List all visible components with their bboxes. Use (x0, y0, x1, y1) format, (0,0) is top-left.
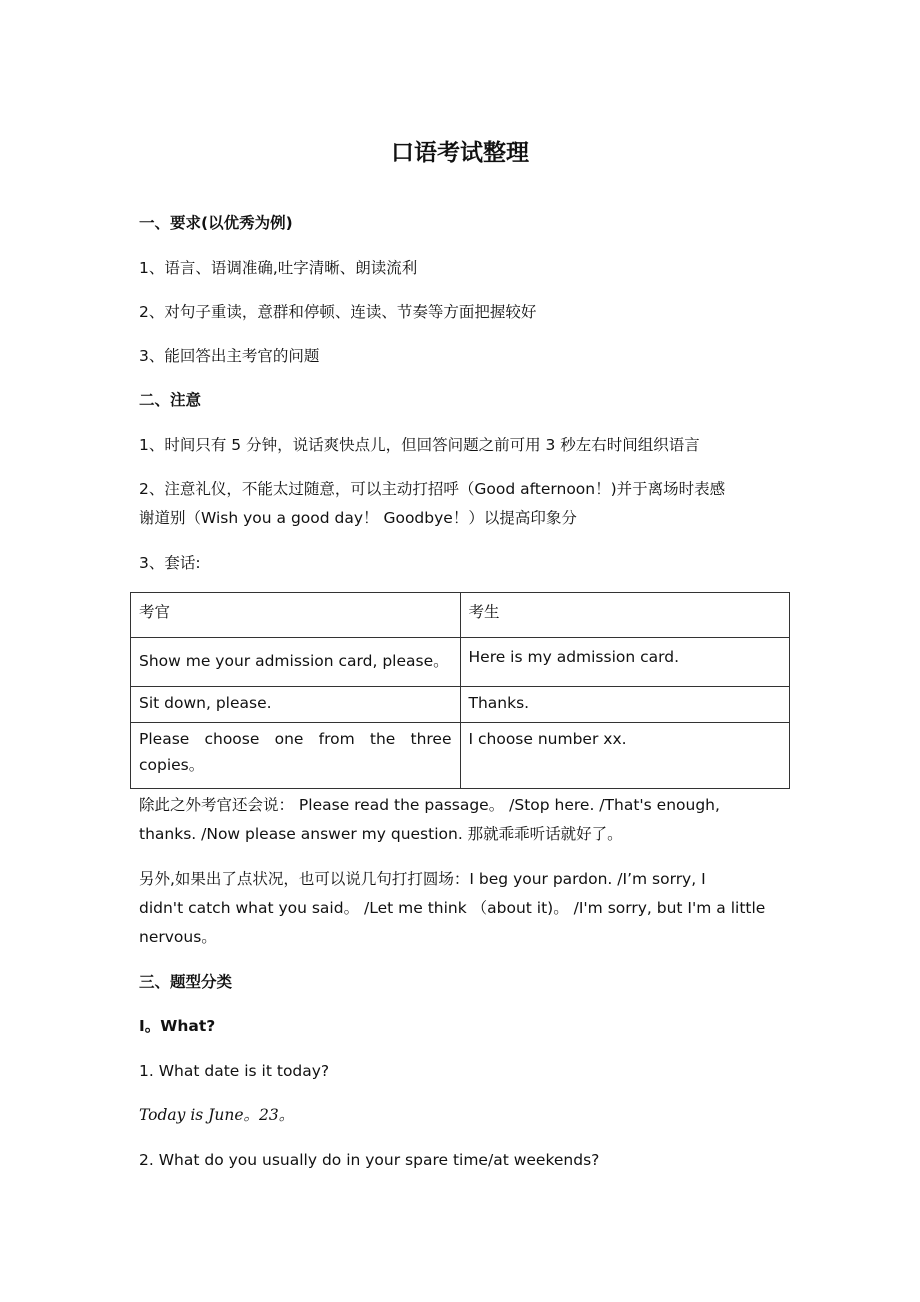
answer: Today is June。23。 (139, 1106, 295, 1124)
paragraph-line: 另外,如果出了点状况，也可以说几句打打圆场：I beg your pardon. /I’m sorry, I (139, 870, 706, 888)
cell-line: copies。 (139, 756, 205, 774)
page-title: 口语考试整理 (391, 140, 529, 166)
paragraph-line: 除此之外考官还会说： Please read the passage。 /Stop here. /That's enough, (139, 796, 720, 814)
list-item: 3、能回答出主考官的问题 (139, 347, 320, 365)
list-item: 3、套话: (139, 554, 201, 572)
list-item: 2、对句子重读，意群和停顿、连读、节奏等方面把握较好 (139, 303, 537, 321)
phrases-table (130, 592, 790, 789)
paragraph-line: didn't catch what you said。 /Let me think （about it)。 /I'm sorry, but I'm a little (139, 899, 766, 917)
subheading: Ⅰ。What? (139, 1017, 216, 1035)
table-cell: Here is my admission card. (460, 638, 790, 687)
section-heading: 一、要求(以优秀为例) (139, 214, 293, 232)
question: 2. What do you usually do in your spare time/at weekends? (139, 1151, 600, 1169)
table-cell: Sit down, please. (131, 687, 461, 723)
paragraph-line: nervous。 (139, 928, 217, 946)
list-item: 1、语言、语调准确,吐字清晰、朗读流利 (139, 259, 418, 277)
table-cell: Show me your admission card, please。 (131, 638, 461, 687)
table-cell: I choose number xx. (460, 723, 790, 789)
table-cell: Thanks. (460, 687, 790, 723)
list-item-cont: 谢道别（Wish you a good day！ Goodbye！）以提高印象分 (139, 509, 577, 527)
list-item: 1、时间只有 5 分钟，说话爽快点儿，但回答问题之前可用 3 秒左右时间组织语言 (139, 436, 700, 454)
list-item: 2、注意礼仪，不能太过随意，可以主动打招呼（Good afternoon！)并于离场时表感 (139, 480, 726, 498)
section-heading: 二、注意 (139, 391, 202, 409)
table-cell (131, 723, 461, 789)
question: 1. What date is it today? (139, 1062, 330, 1080)
cell-line: Please choose one from the three (139, 730, 452, 748)
paragraph-line: thanks. /Now please answer my question. 那就乖乖听话就好了。 (139, 825, 623, 843)
header-examiner: 考官 (131, 593, 461, 638)
section-heading: 三、题型分类 (139, 973, 233, 991)
header-candidate: 考生 (460, 593, 790, 638)
